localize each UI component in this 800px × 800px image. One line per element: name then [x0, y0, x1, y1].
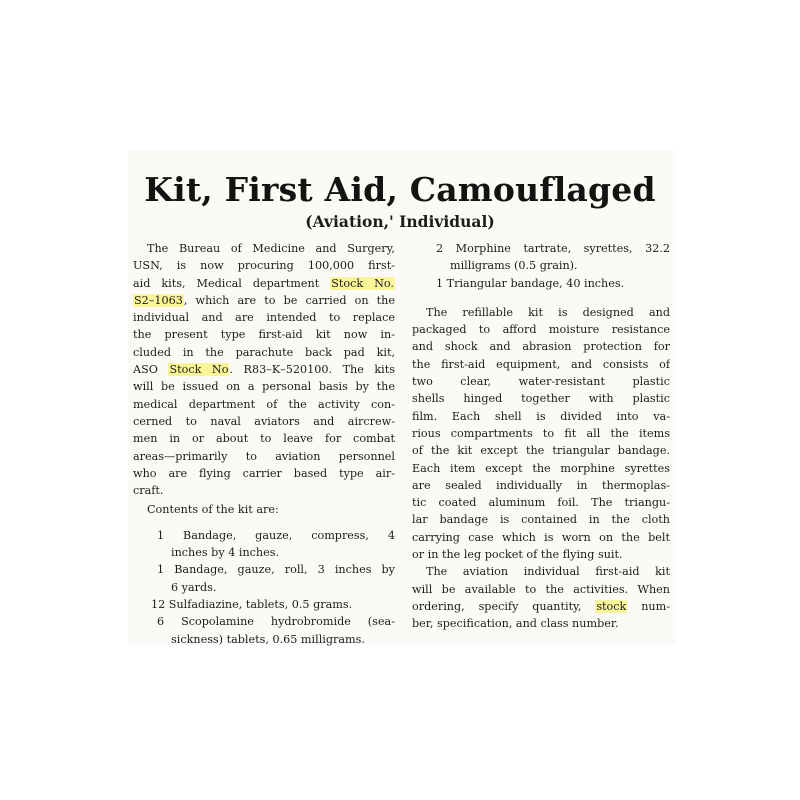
text-line: two clear, water-resistant plastic	[412, 375, 670, 389]
text-line: packaged to afford moisture resistance	[412, 323, 670, 337]
list-item: 12 Sulfadiazine, tablets, 0.5 grams.	[151, 597, 353, 611]
list-item-continuation: 6 yards.	[171, 580, 217, 594]
list-item: 1 Bandage, gauze, roll, 3 inches by	[157, 563, 395, 577]
article-subtitle: (Aviation,' Individual)	[305, 212, 495, 231]
search-highlight: S2–1063	[134, 293, 183, 307]
text-line: lar bandage is contained in the cloth	[412, 513, 670, 527]
text-line: The Bureau of Medicine and Surgery,	[147, 242, 395, 255]
text-line: will be issued on a personal basis by the	[133, 380, 395, 394]
text-line: who are flying carrier based type air-	[133, 466, 395, 480]
text-line: or in the leg pocket of the flying suit.	[412, 548, 623, 562]
text-line: individual and are intended to replace	[133, 311, 395, 325]
contents-heading: Contents of the kit are:	[147, 503, 279, 517]
text-line: medical department of the activity con-	[133, 397, 395, 411]
text-line: rious compartments to fit all the items	[412, 426, 670, 440]
text-line: film. Each shell is divided into va-	[412, 409, 670, 423]
text-line: shells hinged together with plastic	[412, 392, 670, 406]
text-line: ASO Stock No. R83–K–520100. The kits	[133, 363, 395, 377]
left-column	[133, 240, 395, 648]
text-line: the present type first-aid kit now in-	[133, 328, 395, 342]
text-line: aid kits, Medical department Stock No.	[133, 276, 394, 290]
text-line: of the kit except the triangular bandage.	[412, 444, 670, 458]
text-line: S2–1063, which are to be carried on the	[134, 293, 395, 307]
text-line: areas—primarily to aviation personnel	[133, 449, 395, 463]
list-item-continuation: milligrams (0.5 grain).	[450, 259, 578, 273]
text-line: cluded in the parachute back pad kit,	[133, 345, 395, 359]
right-column	[412, 240, 670, 633]
search-highlight: Stock No	[169, 363, 229, 377]
text-line: cerned to naval aviators and aircrew-	[133, 414, 395, 428]
text-line: craft.	[133, 484, 164, 498]
list-item: 1 Bandage, gauze, compress, 4	[157, 528, 395, 542]
text-line: tic coated aluminum foil. The triangu-	[412, 496, 670, 510]
list-item: 2 Morphine tartrate, syrettes, 32.2	[436, 242, 670, 255]
text-line: USN, is now procuring 100,000 first-	[133, 259, 395, 273]
text-line: Each item except the morphine syrettes	[412, 461, 670, 475]
text-line: the first-aid equipment, and consists of	[412, 357, 670, 371]
list-item: 6 Scopolamine hydrobromide (sea-	[157, 615, 395, 629]
text-line: carrying case which is worn on the belt	[412, 530, 670, 544]
text-line: will be available to the activities. When	[412, 582, 670, 596]
list-item-continuation: sickness) tablets, 0.65 milligrams.	[171, 632, 365, 646]
article-title: Kit, First Aid, Camouflaged	[144, 170, 656, 209]
text-line: The aviation individual first-aid kit	[426, 565, 670, 579]
list-item-continuation: inches by 4 inches.	[171, 546, 280, 560]
text-line: The refillable kit is designed and	[426, 305, 670, 319]
search-highlight: stock	[596, 599, 627, 613]
text-line: ber, specification, and class number.	[412, 617, 619, 631]
list-item: 1 Triangular bandage, 40 inches.	[436, 276, 625, 290]
text-line: ordering, specify quantity, stock num-	[412, 599, 670, 613]
text-line: and shock and abrasion protection for	[412, 340, 670, 354]
text-line: men in or about to leave for combat	[133, 432, 395, 446]
search-highlight: Stock No.	[331, 276, 394, 290]
text-line: are sealed individually in thermoplas-	[412, 478, 670, 492]
